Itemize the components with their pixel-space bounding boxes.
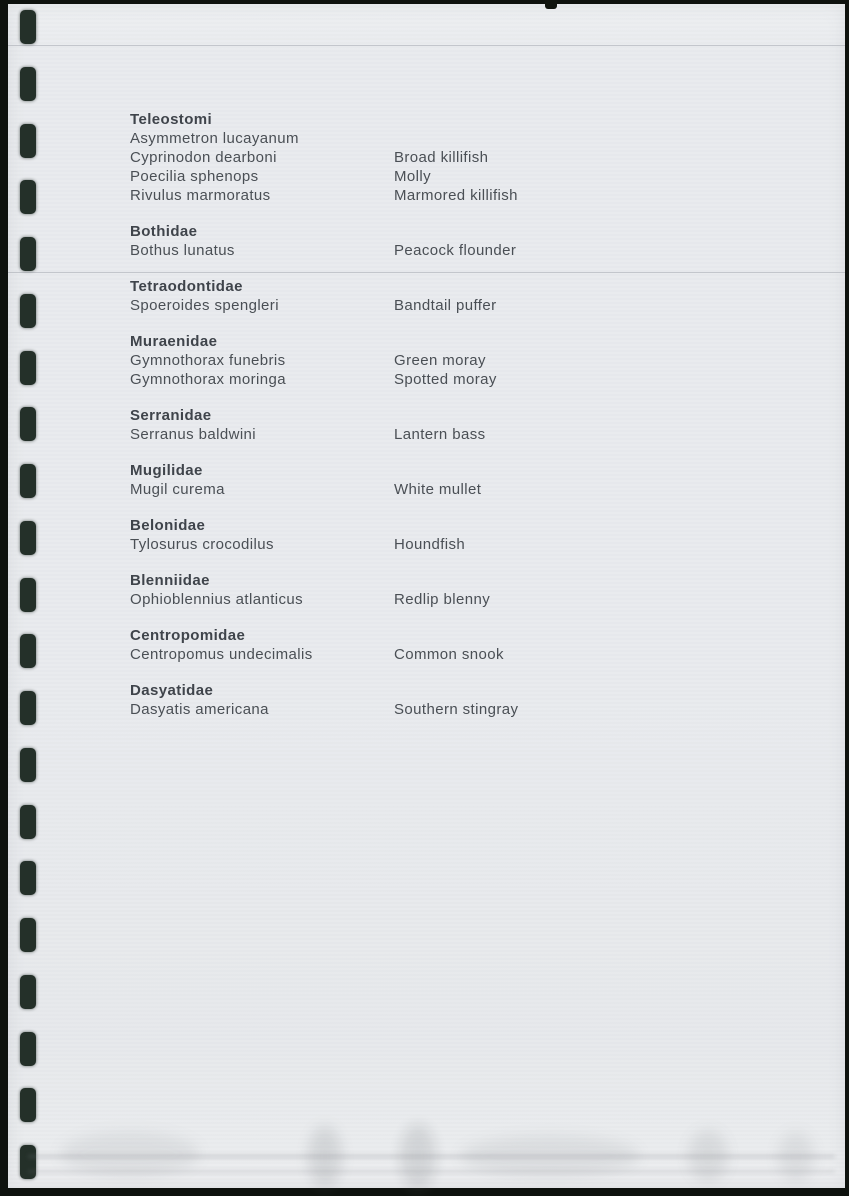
scan-streak (28, 1155, 835, 1158)
binding-hole (20, 351, 36, 385)
species-row (130, 186, 770, 205)
binding-hole (20, 975, 36, 1009)
species-row (130, 370, 770, 389)
scientific-name: Asymmetron lucayanum (130, 130, 299, 147)
family-heading: Teleostomi (130, 111, 213, 128)
binding-hole (20, 1032, 36, 1066)
family-heading: Muraenidae (130, 333, 218, 350)
scientific-name: Dasyatis americana (130, 701, 269, 718)
common-name: Houndfish (394, 536, 466, 553)
binding-hole (20, 10, 36, 44)
scanner-edge-notch (545, 0, 557, 9)
species-row (130, 535, 770, 554)
binding-hole (20, 237, 36, 271)
binding-hole (20, 1145, 36, 1179)
scientific-name: Mugil curema (130, 481, 225, 498)
binding-hole (20, 67, 36, 101)
common-name: Molly (394, 168, 432, 185)
family-heading: Dasyatidae (130, 682, 214, 699)
binding-hole (20, 691, 36, 725)
binding-hole (20, 124, 36, 158)
binding-hole (20, 464, 36, 498)
common-name: Bandtail puffer (394, 297, 497, 314)
species-row (130, 167, 770, 186)
family-heading: Centropomidae (130, 627, 246, 644)
binding-hole (20, 294, 36, 328)
binding-hole (20, 1088, 36, 1122)
scientific-name: Gymnothorax moringa (130, 371, 286, 388)
family-heading: Mugilidae (130, 462, 203, 479)
scientific-name: Serranus baldwini (130, 426, 257, 443)
common-name: Marmored killifish (394, 187, 518, 204)
family-section (130, 406, 770, 444)
family-section (130, 681, 770, 719)
species-row (130, 148, 770, 167)
scanned-page (8, 4, 845, 1188)
family-heading: Tetraodontidae (130, 278, 243, 295)
binding-hole (20, 634, 36, 668)
species-row (130, 351, 770, 370)
family-heading: Belonidae (130, 517, 206, 534)
common-name: Peacock flounder (394, 242, 517, 259)
common-name: Green moray (394, 352, 486, 369)
species-row (130, 700, 770, 719)
family-heading: Blenniidae (130, 572, 210, 589)
common-name: Southern stingray (394, 701, 519, 718)
binding-hole (20, 805, 36, 839)
family-heading: Serranidae (130, 407, 212, 424)
family-section (130, 277, 770, 315)
binding-hole (20, 918, 36, 952)
binding-hole (20, 521, 36, 555)
species-list (130, 110, 770, 736)
family-section (130, 626, 770, 664)
binding-hole (20, 748, 36, 782)
scientific-name: Tylosurus crocodilus (130, 536, 274, 553)
family-section (130, 110, 770, 205)
scientific-name: Cyprinodon dearboni (130, 149, 277, 166)
common-name: Lantern bass (394, 426, 486, 443)
binding-hole (20, 578, 36, 612)
binding-hole (20, 180, 36, 214)
species-row (130, 590, 770, 609)
family-section (130, 516, 770, 554)
scientific-name: Centropomus undecimalis (130, 646, 313, 663)
family-section (130, 461, 770, 499)
common-name: White mullet (394, 481, 482, 498)
species-row (130, 296, 770, 315)
species-row (130, 129, 770, 148)
species-row (130, 480, 770, 499)
common-name (394, 129, 770, 148)
species-row (130, 645, 770, 664)
scientific-name: Bothus lunatus (130, 242, 235, 259)
binding-hole (20, 861, 36, 895)
species-row (130, 425, 770, 444)
scientific-name: Spoeroides spengleri (130, 297, 279, 314)
common-name: Spotted moray (394, 371, 497, 388)
scientific-name: Gymnothorax funebris (130, 352, 286, 369)
common-name: Broad killifish (394, 149, 489, 166)
species-row (130, 241, 770, 260)
family-section (130, 571, 770, 609)
family-section (130, 222, 770, 260)
family-heading: Bothidae (130, 223, 198, 240)
scan-streak (28, 1170, 835, 1173)
scientific-name: Rivulus marmoratus (130, 187, 271, 204)
crease-line (8, 45, 845, 46)
scientific-name: Poecilia sphenops (130, 168, 259, 185)
common-name: Redlip blenny (394, 591, 491, 608)
family-section (130, 332, 770, 389)
common-name: Common snook (394, 646, 504, 663)
scientific-name: Ophioblennius atlanticus (130, 591, 304, 608)
binding-hole (20, 407, 36, 441)
